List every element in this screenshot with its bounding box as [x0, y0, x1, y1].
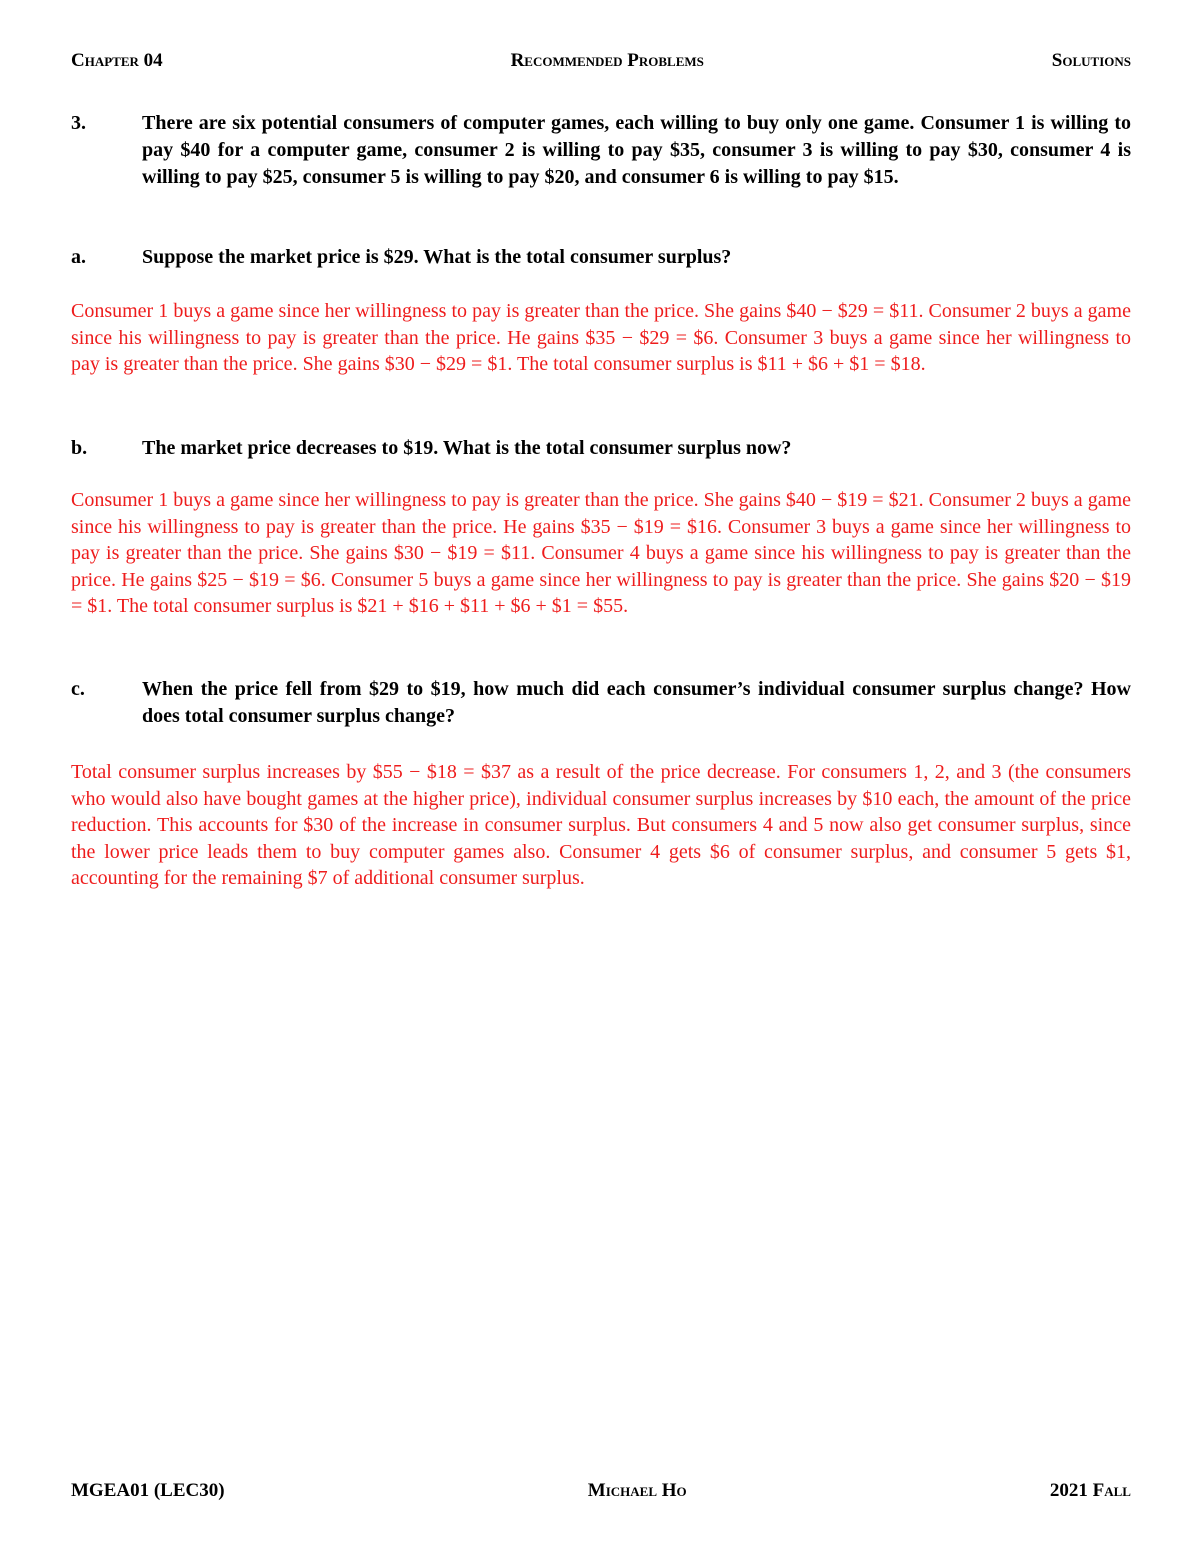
header-solutions: Solutions: [1051, 50, 1131, 71]
part-c-question: [71, 676, 1131, 730]
footer-author: Michael Ho: [587, 1480, 687, 1501]
part-a-question: [71, 244, 1131, 271]
part-c-label: c.: [71, 678, 85, 700]
header-title: Recommended Problems: [510, 50, 704, 71]
part-a-label: a.: [71, 246, 86, 268]
page-header: [71, 50, 1131, 72]
part-a-text: Suppose the market price is $29. What is the total consumer surplus?: [142, 246, 732, 268]
question-3: [71, 110, 1131, 191]
footer-term: 2021 Fall: [1049, 1480, 1131, 1501]
footer-course: MGEA01 (LEC30): [71, 1480, 225, 1501]
question-text: There are six potential consumers of computer games, each willing to buy only one game. Consumer 1 is willing to pay $40 for a computer game, consumer 2 is willing to pay $35, consumer 3 is willing to pay $30, consumer 4 is willing to pay $25, consumer 5 is willing to pay $20, and consumer 6 is willing to pay $15.: [142, 112, 1131, 188]
part-c-text: When the price fell from $29 to $19, how much did each consumer’s individual consumer surplus change? How does total consumer surplus change?: [142, 678, 1131, 727]
part-b-label: b.: [71, 437, 88, 459]
part-b-question: [71, 435, 1131, 462]
part-b-answer: Consumer 1 buys a game since her willingness to pay is greater than the price. She gains $40 − $19 = $21. Consumer 2 buys a game since his willingness to pay is greater than the price. He gains $35 − $19 = $16. Consumer 3 buys a game since her willingness to pay is greater than the price. She gains $30 − $19 = $11. Consumer 4 buys a game since his willingness to pay is greater than the price. He gains $25 − $19 = $6. Consumer 5 buys a game since her willingness to pay is greater than the price. She gains $20 − $19 = $1. The total consumer surplus is $21 + $16 + $11 + $6 + $1 = $55.: [71, 489, 1131, 617]
part-b-text: The market price decreases to $19. What is the total consumer surplus now?: [142, 437, 792, 459]
header-chapter: Chapter 04: [71, 50, 163, 71]
part-a-answer: Consumer 1 buys a game since her willingness to pay is greater than the price. She gains $40 − $29 = $11. Consumer 2 buys a game since his willingness to pay is greater than the price. He gains $35 − $29 = $6. Consumer 3 buys a game since her willingness to pay is greater than the price. She gains $30 − $29 = $1. The total consumer surplus is $11 + $6 + $1 = $18.: [71, 300, 1131, 375]
question-number: 3.: [71, 112, 86, 134]
page-footer: [71, 1480, 1131, 1502]
part-c-answer: Total consumer surplus increases by $55 − $18 = $37 as a result of the price decrease. For consumers 1, 2, and 3 (the consumers who would also have bought games at the higher price), individual consumer surplus increases by $10 each, the amount of the price reduction. This accounts for $30 of the increase in consumer surplus. But consumers 4 and 5 now also get consumer surplus, since the lower price leads them to buy computer games also. Consumer 4 gets $6 of consumer surplus, and consumer 5 gets $1, accounting for the remaining $7 of additional consumer surplus.: [71, 761, 1131, 889]
